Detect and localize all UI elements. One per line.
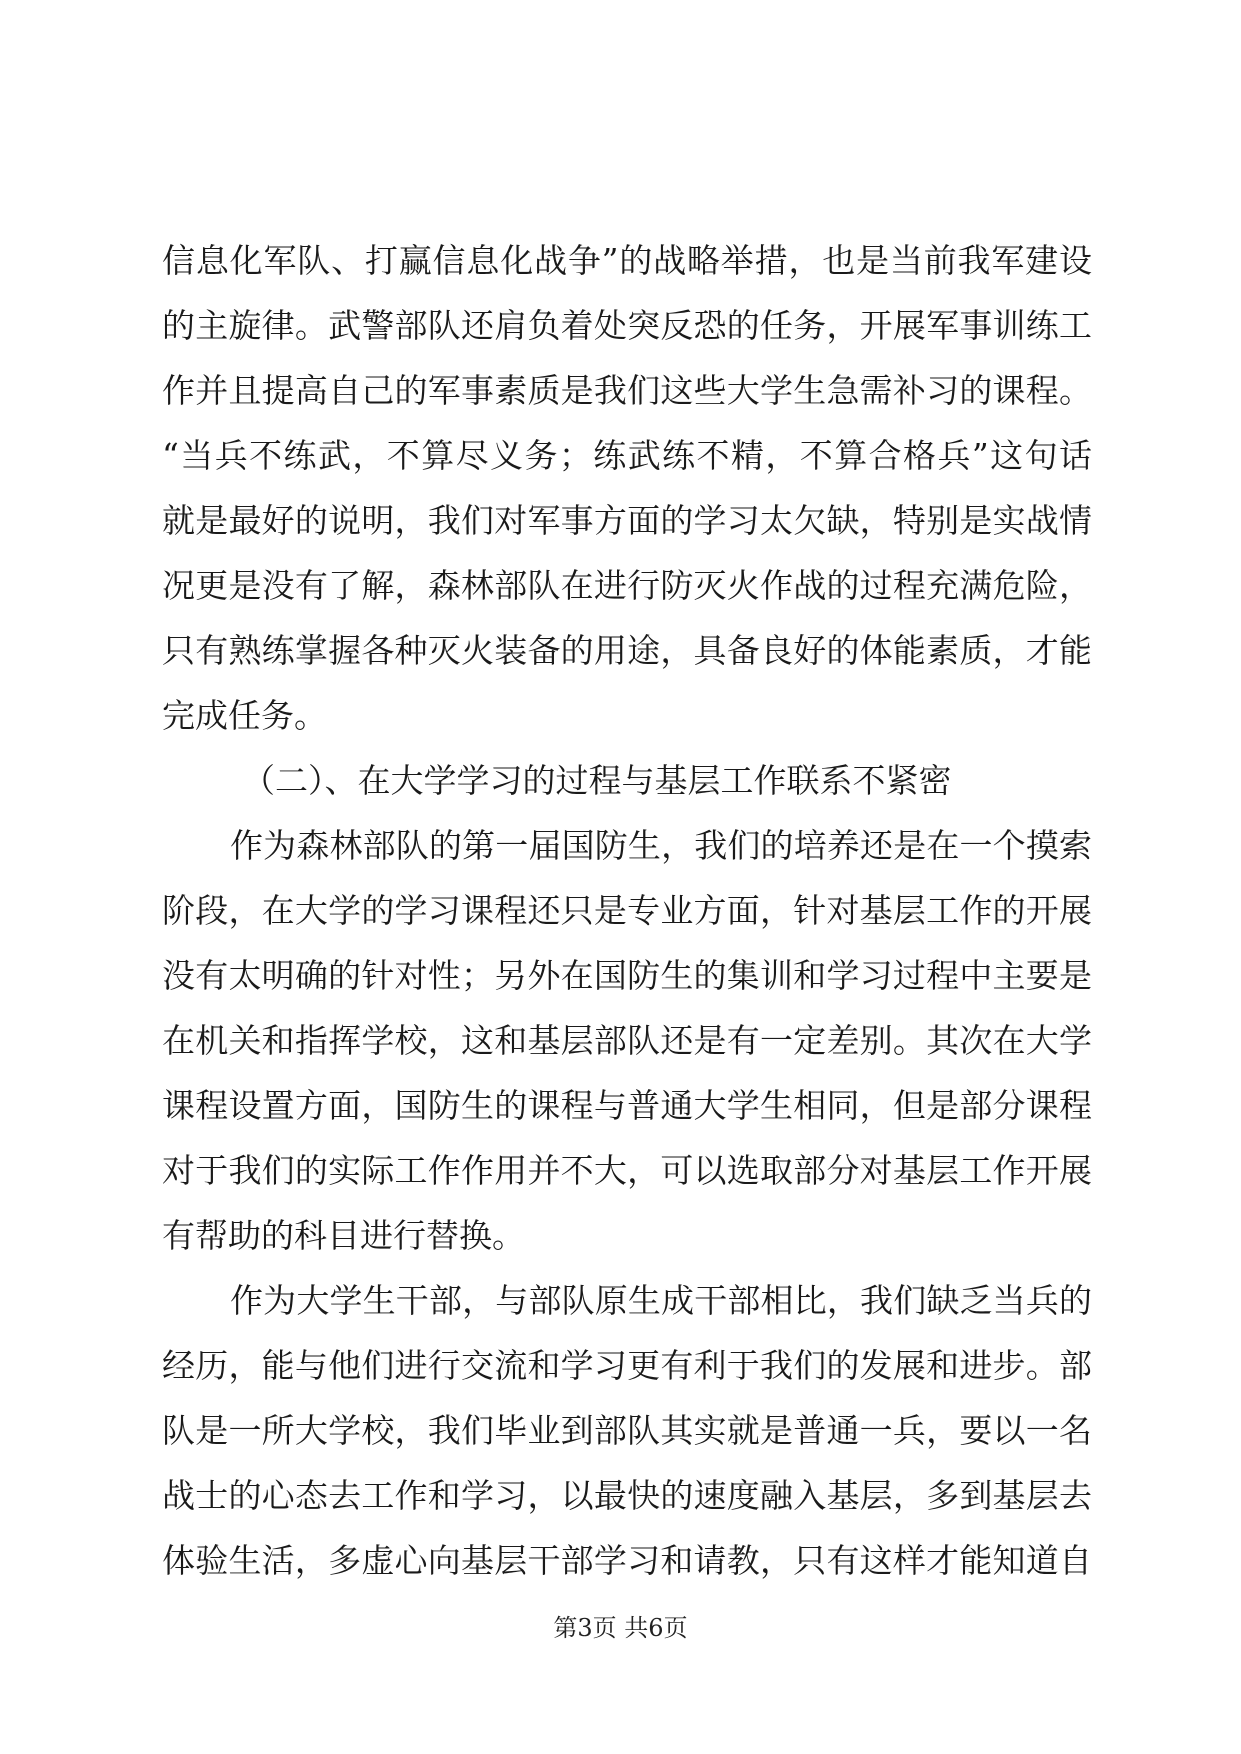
- text-line: 有帮助的科目进行替换。: [162, 1216, 525, 1255]
- text-line: 的主旋律。武警部队还肩负着处突反恐的任务，开展军事训练工: [162, 306, 1092, 345]
- text-line: 况更是没有了解，森林部队在进行防灭火作战的过程充满危险，: [162, 566, 1092, 605]
- text-line: 作为森林部队的第一届国防生，我们的培养还是在一个摸索: [230, 826, 1092, 865]
- section-heading: （二）、在大学学习的过程与基层工作联系不紧密: [242, 761, 952, 800]
- text-line: 信息化军队、打赢信息化战争”的战略举措，也是当前我军建设: [162, 241, 1092, 280]
- text-line: 对于我们的实际工作作用并不大，可以选取部分对基层工作开展: [162, 1151, 1092, 1190]
- text-line: “当兵不练武，不算尽义务；练武练不精，不算合格兵”这句话: [162, 436, 1092, 475]
- text-line: 队是一所大学校，我们毕业到部队其实就是普通一兵，要以一名: [162, 1411, 1092, 1450]
- text-line: 没有太明确的针对性；另外在国防生的集训和学习过程中主要是: [162, 956, 1092, 995]
- text-line: 阶段，在大学的学习课程还只是专业方面，针对基层工作的开展: [162, 891, 1092, 930]
- text-line: 作并且提高自己的军事素质是我们这些大学生急需补习的课程。: [162, 371, 1092, 410]
- text-line: 课程设置方面，国防生的课程与普通大学生相同，但是部分课程: [162, 1086, 1092, 1125]
- document-body: [162, 228, 1092, 1593]
- page-number-footer: 第3页 共6页: [553, 1614, 688, 1642]
- text-line: 就是最好的说明，我们对军事方面的学习太欠缺，特别是实战情: [162, 501, 1092, 540]
- text-line: 在机关和指挥学校，这和基层部队还是有一定差别。其次在大学: [162, 1021, 1092, 1060]
- text-line: 完成任务。: [162, 696, 327, 735]
- text-line: 战士的心态去工作和学习，以最快的速度融入基层，多到基层去: [162, 1476, 1092, 1515]
- text-line: 只有熟练掌握各种灭火装备的用途，具备良好的体能素质，才能: [162, 631, 1092, 670]
- text-line: 经历，能与他们进行交流和学习更有利于我们的发展和进步。部: [162, 1346, 1092, 1385]
- text-line: 体验生活，多虚心向基层干部学习和请教，只有这样才能知道自: [162, 1541, 1092, 1580]
- text-line: 作为大学生干部，与部队原生成干部相比，我们缺乏当兵的: [230, 1281, 1092, 1320]
